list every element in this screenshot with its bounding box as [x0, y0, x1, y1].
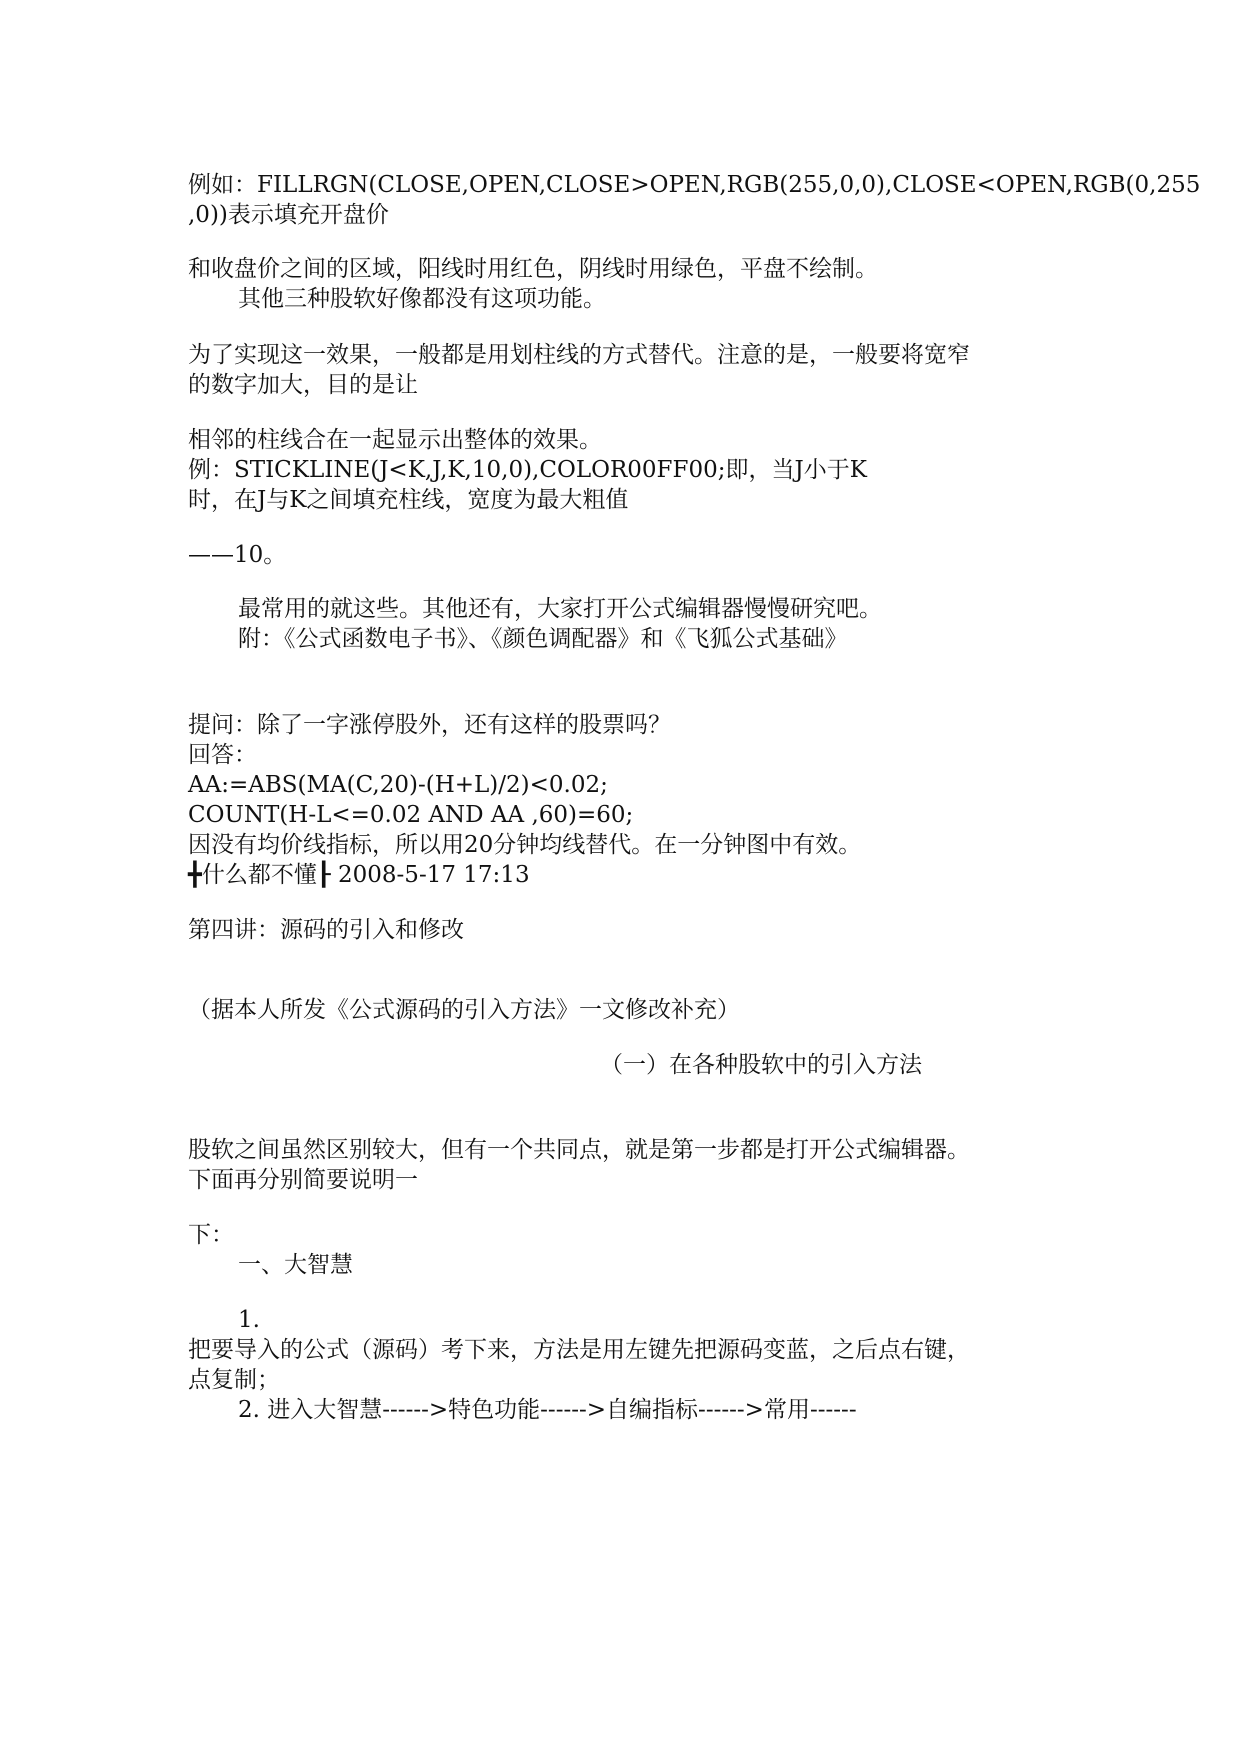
section-heading: 第四讲：源码的引入和修改: [188, 917, 464, 943]
text-line: 提问：除了一字涨停股外，还有这样的股票吗？: [188, 712, 671, 738]
text-line: 例如：FILLRGN(CLOSE,OPEN,CLOSE>OPEN,RGB(255,0,0),CLOSE<OPEN,RGB(0,255: [188, 172, 1201, 198]
text-line: 1.: [238, 1307, 260, 1333]
text-line: ——10。: [188, 542, 287, 568]
text-line: 一、大智慧: [238, 1252, 353, 1278]
text-line: 最常用的就这些。其他还有，大家打开公式编辑器慢慢研究吧。: [238, 596, 882, 622]
text-line: 相邻的柱线合在一起显示出整体的效果。: [188, 427, 602, 453]
text-line: 例：STICKLINE(J<K,J,K,10,0),COLOR00FF00;即，当J小于K: [188, 457, 867, 483]
text-line: 因没有均价线指标，所以用20分钟均线替代。在一分钟图中有效。: [188, 832, 862, 858]
text-line: 2. 进入大智慧------>特色功能------>自编指标------>常用------: [238, 1397, 857, 1423]
text-line: （据本人所发《公式源码的引入方法》一文修改补充）: [188, 997, 740, 1023]
text-line: 其他三种股软好像都没有这项功能。: [238, 286, 606, 312]
text-line: 和收盘价之间的区域，阳线时用红色，阴线时用绿色，平盘不绘制。: [188, 256, 878, 282]
text-line: 附：《公式函数电子书》、《颜色调配器》和《飞狐公式基础》: [238, 626, 848, 652]
text-line: 回答：: [188, 742, 257, 768]
subsection-heading: （一）在各种股软中的引入方法: [600, 1052, 922, 1078]
text-line: 点复制；: [188, 1367, 280, 1393]
text-line: 时，在J与K之间填充柱线，宽度为最大粗值: [188, 487, 629, 513]
text-line: 股软之间虽然区别较大，但有一个共同点，就是第一步都是打开公式编辑器。: [188, 1137, 970, 1163]
text-line: 下：: [188, 1222, 234, 1248]
text-line: 下面再分别简要说明一: [188, 1167, 418, 1193]
text-line: COUNT(H-L<=0.02 AND AA ,60)=60;: [188, 802, 634, 828]
text-line: ,0))表示填充开盘价: [188, 202, 389, 228]
text-line: AA:=ABS(MA(C,20)-(H+L)/2)<0.02;: [188, 772, 608, 798]
text-line: ╋什么都不懂┠ 2008-5-17 17:13: [188, 862, 530, 888]
text-line: 为了实现这一效果，一般都是用划柱线的方式替代。注意的是，一般要将宽窄: [188, 342, 970, 368]
text-line: 把要导入的公式（源码）考下来，方法是用左键先把源码变蓝，之后点右键，: [188, 1337, 970, 1363]
text-line: 的数字加大，目的是让: [188, 372, 418, 398]
